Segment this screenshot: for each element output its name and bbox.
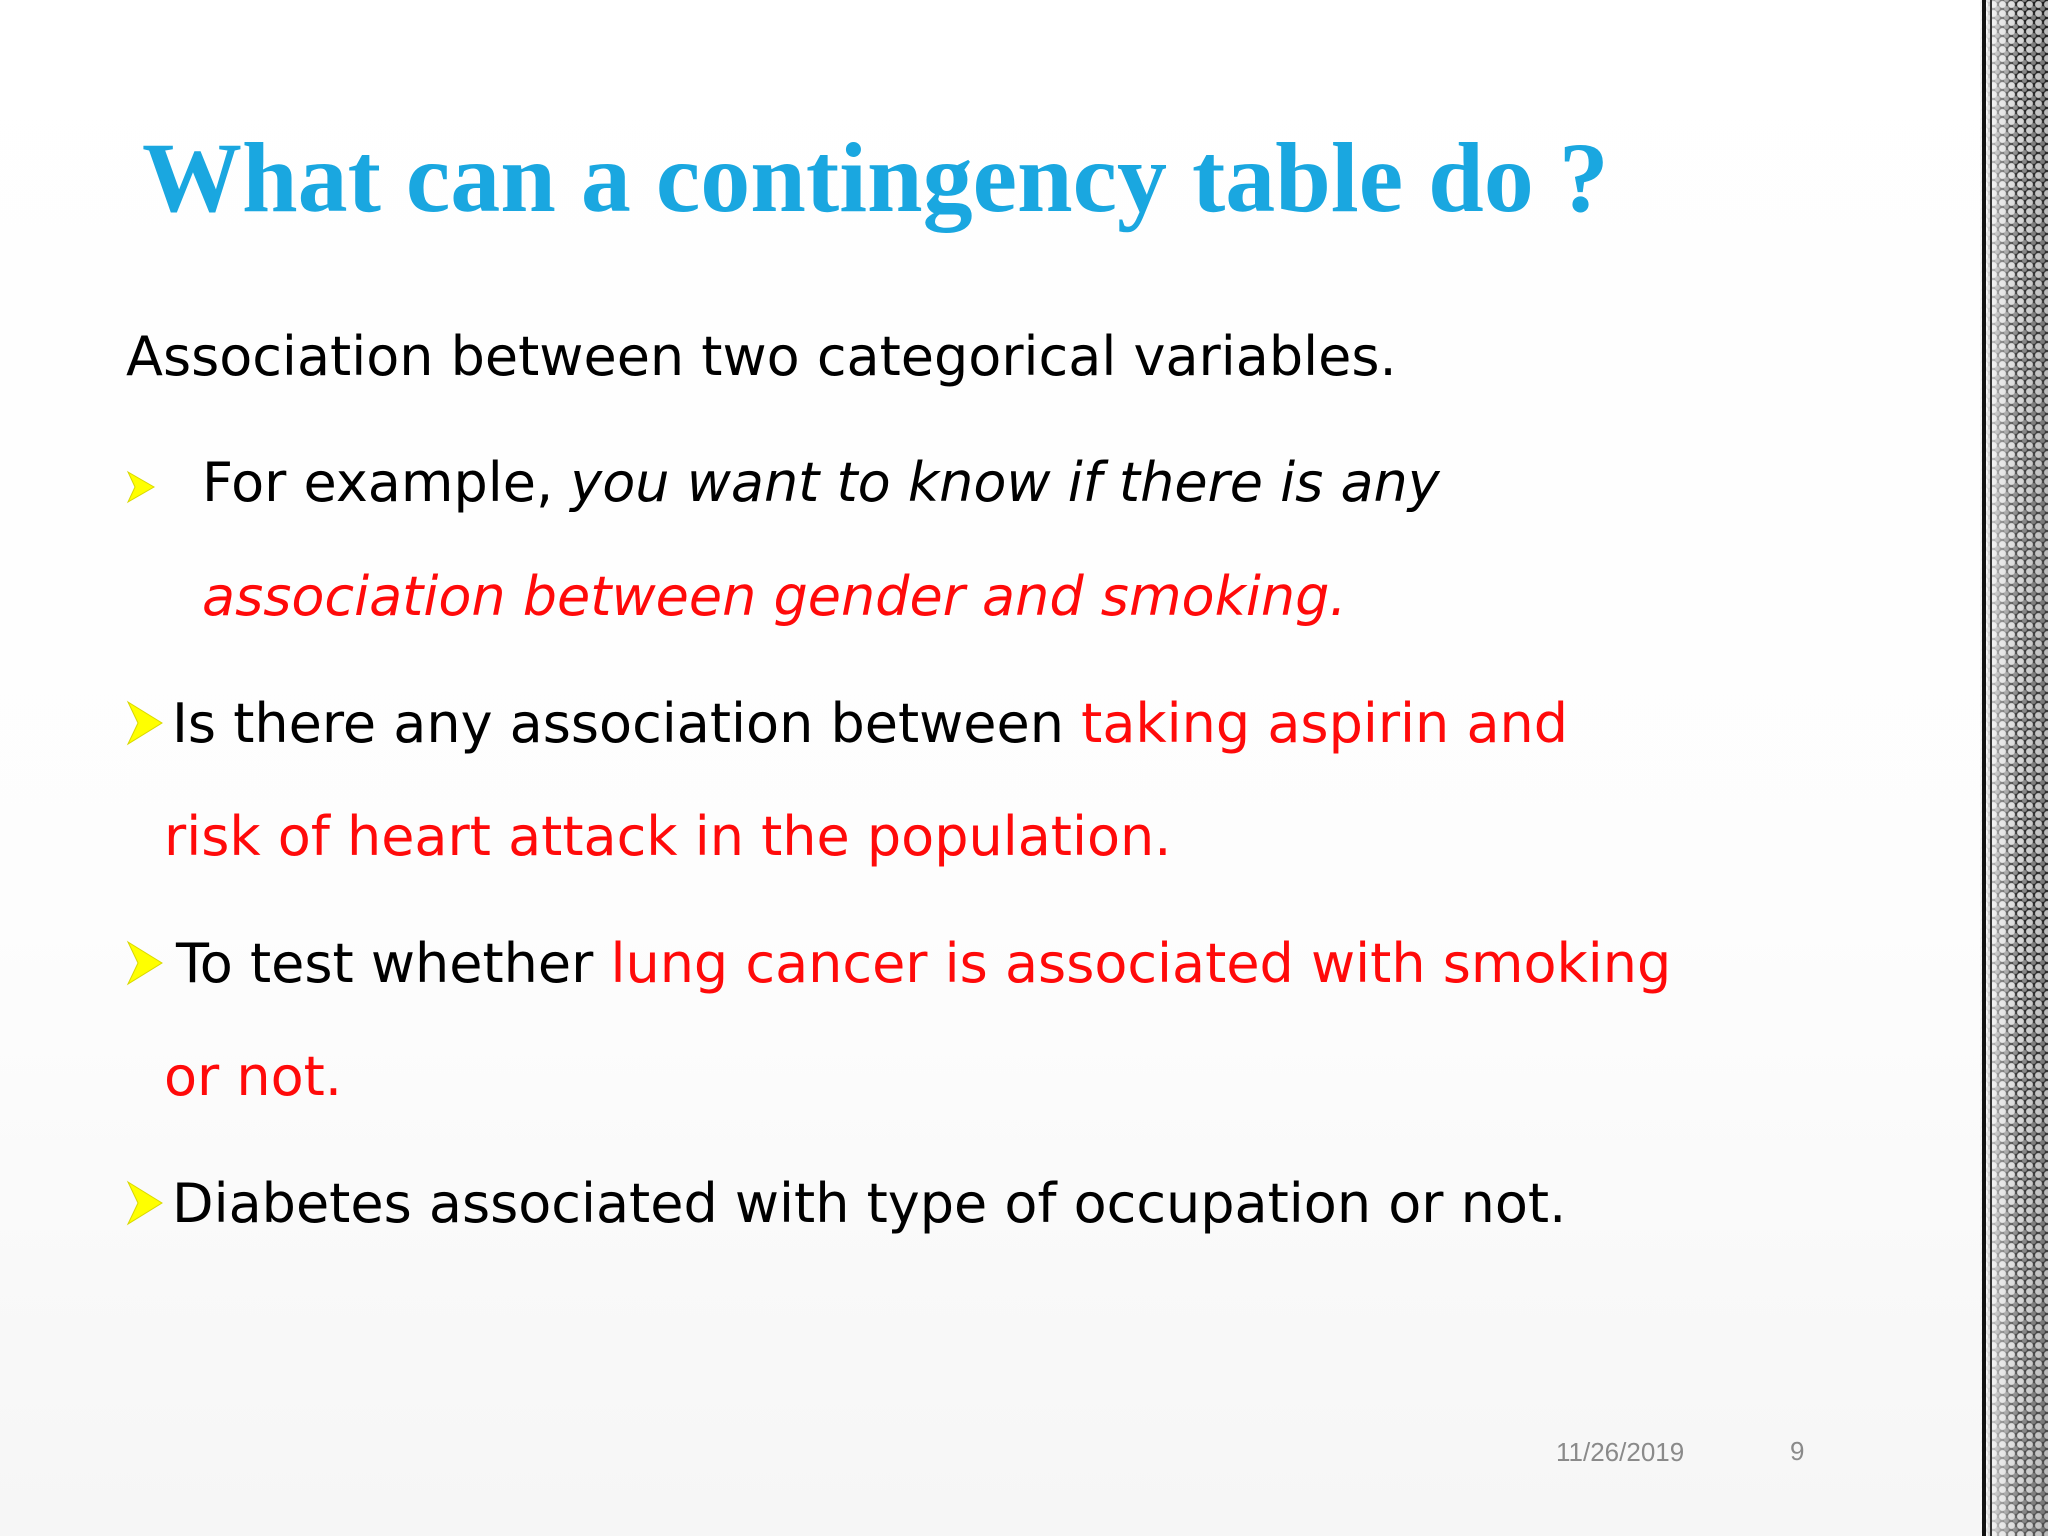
list-item (176, 932, 1672, 995)
decorative-side-line (1982, 0, 1986, 1536)
footer-date: 11/26/2019 (1556, 1437, 1685, 1467)
arrowhead-bullet-icon (126, 470, 156, 504)
item-lead-text: For example, (202, 451, 554, 514)
decorative-side-line (1990, 0, 1992, 1536)
item-continuation-text: risk of heart attack in the population. (164, 805, 1172, 868)
arrowhead-bullet-icon (126, 700, 164, 746)
list-item: Diabetes associated with type of occupation or not. (172, 1172, 1567, 1235)
item-lead-highlight: taking aspirin and (1081, 692, 1569, 755)
item-lead-text: Is there any association between (172, 692, 1082, 755)
list-item (202, 451, 1440, 514)
arrowhead-bullet-icon (126, 940, 164, 986)
slide-number: 9 (1790, 1436, 1805, 1466)
item-continuation-text: association between gender and smoking. (202, 565, 1347, 628)
list-item (172, 692, 1569, 755)
slide-title: What can a contingency table do ? (142, 122, 1609, 233)
item-lead-text: To test whether (176, 932, 611, 995)
intro-text: Association between two categorical variables. (126, 325, 1397, 388)
item-continuation-text: or not. (164, 1045, 343, 1108)
arrowhead-bullet-icon (126, 1180, 164, 1226)
item-lead-highlight: lung cancer is associated with smoking (610, 932, 1672, 995)
item-lead-italic: you want to know if there is any (553, 451, 1440, 514)
